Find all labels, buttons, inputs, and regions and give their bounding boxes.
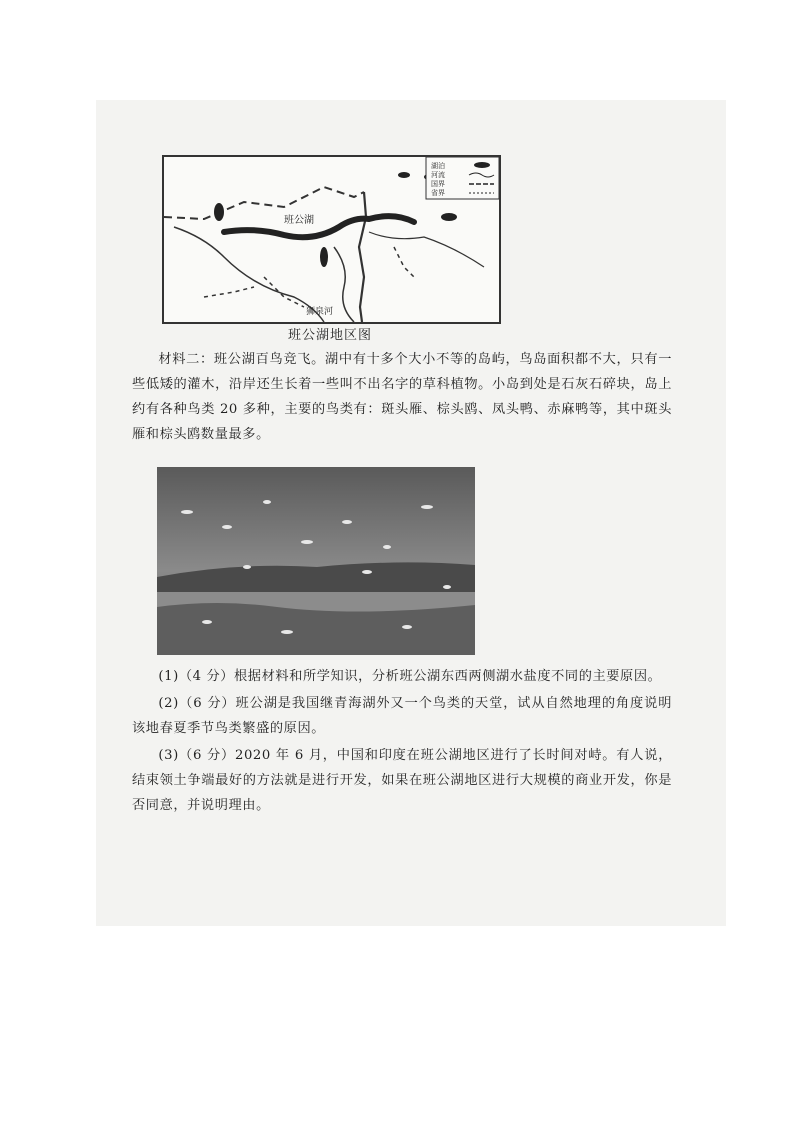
bird-photo-drawing: [157, 467, 475, 655]
small-lake: [214, 203, 224, 221]
bird: [402, 625, 412, 629]
question-2: (2)（6 分）班公湖是我国继青海湖外又一个鸟类的天堂，试从自然地理的角度说明该地春夏季节鸟类繁盛的原因。: [132, 696, 672, 736]
river-line-2: [334, 247, 354, 322]
map-drawing: [164, 157, 499, 322]
bird: [362, 570, 372, 574]
legend-symbol-lake: [474, 162, 490, 168]
province-line: [204, 287, 254, 297]
river-label: 狮泉河: [306, 307, 334, 317]
legend-item: 省界: [431, 189, 445, 197]
bird: [181, 510, 193, 514]
bird: [222, 525, 232, 529]
bird: [281, 630, 293, 634]
bird: [443, 585, 451, 589]
legend-item: 河流: [431, 171, 445, 179]
bird: [342, 520, 352, 524]
small-lake: [441, 213, 457, 221]
lake-shape: [224, 216, 414, 237]
small-lake: [398, 172, 410, 178]
bird-photo: [157, 467, 475, 655]
river-line: [174, 227, 324, 322]
question-1: (1)（4 分）根据材料和所学知识，分析班公湖东西两侧湖水盐度不同的主要原因。: [158, 669, 662, 684]
bird: [243, 565, 251, 569]
bird: [301, 540, 313, 544]
divider-line: [359, 192, 366, 322]
question-3: (3)（6 分）2020 年 6 月，中国和印度在班公湖地区进行了长时间对峙。有人说，结束领土争端最好的方法就是进行开发，如果在班公湖地区进行大规模的商业开发，你是否同意，并说明理由。: [132, 748, 672, 813]
province-line: [264, 277, 304, 307]
legend-item: 国界: [431, 180, 445, 188]
legend-item: 湖泊: [431, 162, 445, 170]
bird: [202, 620, 212, 624]
bird: [263, 500, 271, 504]
bangong-lake-map: [162, 155, 501, 324]
bird: [383, 545, 391, 549]
photo-shore: [157, 603, 475, 655]
map-caption: 班公湖地区图: [287, 328, 372, 343]
province-line: [394, 247, 414, 277]
river-line-3: [369, 232, 484, 267]
lake-label: 班公湖: [284, 215, 314, 226]
small-lake: [320, 247, 328, 267]
bird: [421, 505, 433, 509]
border-line: [164, 187, 364, 219]
material-two-paragraph: 材料二：班公湖百鸟竞飞。湖中有十多个大小不等的岛屿，鸟岛面积都不大，只有一些低矮的灌木，沿岸还生长着一些叫不出名字的草科植物。小岛到处是石灰石碎块，岛上约有各种鸟类 20 多种，主要的鸟类有：斑头雁、棕头鸥、凤头鸭、赤麻鸭等，其中斑头雁和棕头鸥数量最多。: [132, 352, 672, 442]
